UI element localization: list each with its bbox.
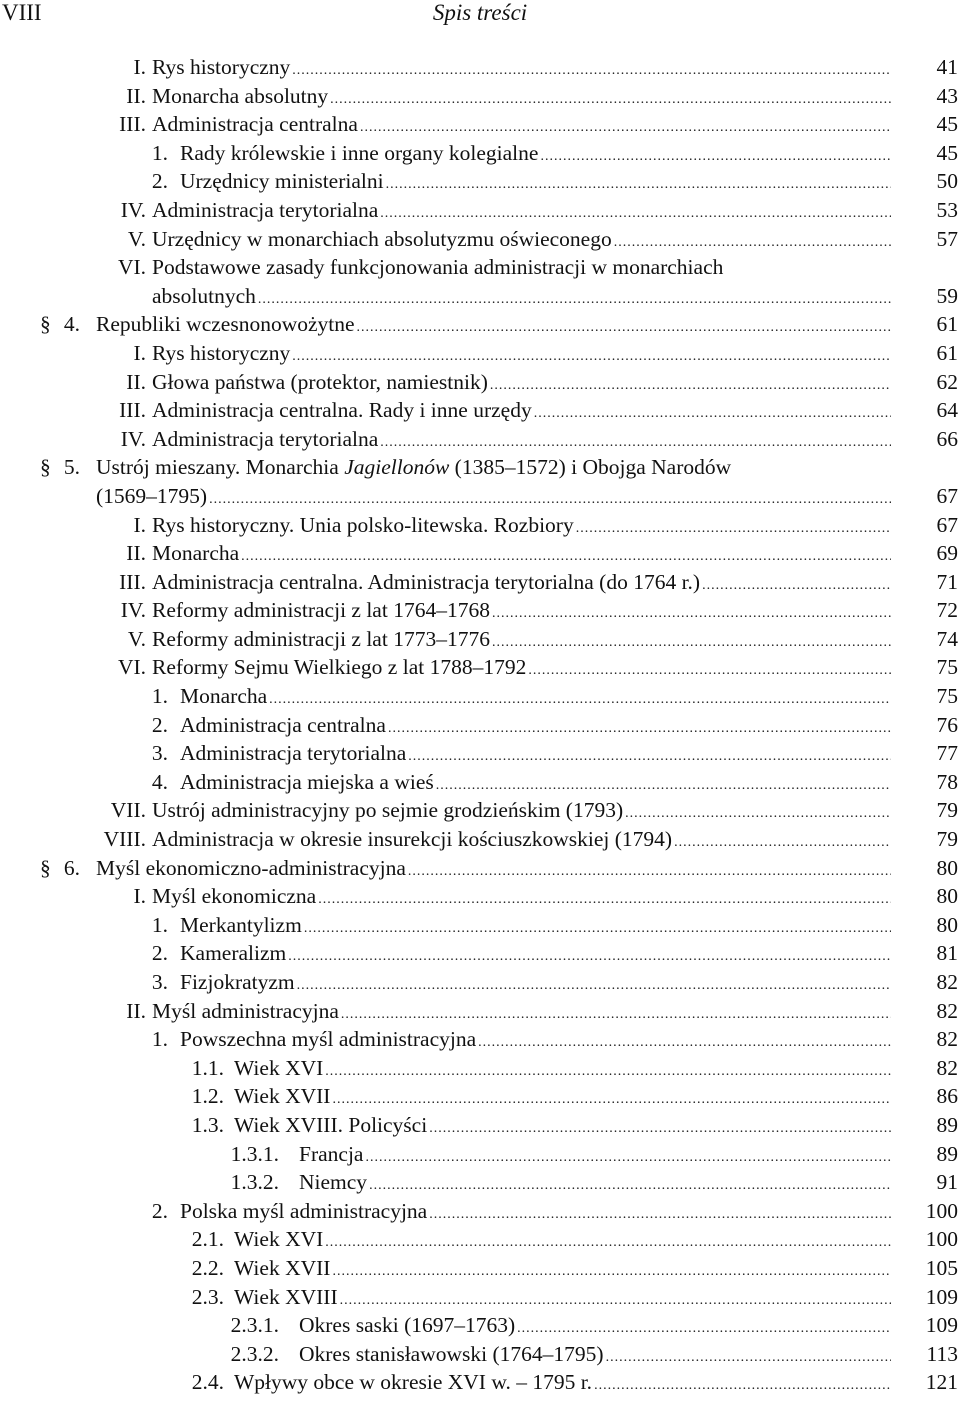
toc-entry[interactable] [0, 368, 960, 397]
toc-entry-number: II. [126, 369, 146, 394]
toc-entry-number: 2.3.2. [230, 1341, 279, 1366]
toc-entry-page: 53 [936, 197, 958, 222]
toc-entry-title: Administracja centralna. Administracja terytorialna (do 1764 r.) ..... [152, 568, 893, 601]
toc-entry-page: 80 [936, 855, 958, 880]
toc-entry-number: I. [133, 340, 146, 365]
toc-entry-title: Myśl ekonomiczna ..... [152, 882, 893, 915]
toc-entry-title: Rys historyczny. Unia polsko-litewska. Rozbiory ..... [152, 511, 893, 544]
toc-entry-page: 67 [936, 512, 958, 537]
toc-entry-title: Reformy administracji z lat 1764–1768 ..... [152, 596, 893, 629]
toc-entry[interactable] [0, 425, 960, 454]
toc-entry-page: 80 [936, 884, 958, 909]
toc-entry-page: 91 [936, 1170, 958, 1195]
toc-entry-title: Administracja terytorialna ..... [180, 739, 893, 772]
toc-entry-page: 113 [926, 1341, 958, 1366]
toc-entry[interactable] [0, 339, 960, 368]
toc-entry[interactable] [0, 1082, 960, 1111]
toc-entry-number: 5. [63, 455, 80, 480]
toc-entry-number: I. [133, 512, 146, 537]
toc-entry-title: Ustrój mieszany. Monarchia Jagiellonów (1385–1572) i Obojga Narodów [96, 455, 732, 480]
toc-entry-title: Okres saski (1697–1763) ..... [299, 1311, 893, 1344]
toc-entry-title: Wiek XVIII ..... [234, 1283, 893, 1316]
toc-entry[interactable] [0, 282, 960, 311]
toc-entry-title: Myśl administracyjna ..... [152, 997, 893, 1030]
section-mark: § [40, 455, 51, 480]
toc-entry[interactable] [0, 1311, 960, 1340]
toc-entry[interactable] [0, 82, 960, 111]
toc-entry-title: Wiek XVII ..... [234, 1082, 893, 1115]
toc-entry-title: Reformy administracji z lat 1773–1776 ..... [152, 625, 893, 658]
toc-entry-page: 89 [936, 1141, 958, 1166]
toc-entry-page: 100 [925, 1198, 958, 1223]
toc-entry-page: 82 [936, 970, 958, 994]
toc-entry-number: I. [133, 884, 146, 909]
toc-entry-number: 2.3. [191, 1284, 224, 1309]
toc-entry-page: 105 [925, 1255, 958, 1280]
toc-entry-title: absolutnych ..... [152, 282, 893, 315]
toc-entry[interactable] [0, 939, 960, 968]
toc-entry-page: 79 [936, 798, 958, 823]
toc-entry-page: 45 [936, 112, 958, 137]
toc-entry-number: VII. [110, 798, 146, 823]
toc-entry-page: 80 [936, 912, 958, 937]
toc-entry-title: Administracja centralna ..... [180, 711, 893, 744]
toc-entry-page: 100 [925, 1227, 958, 1252]
toc-entry[interactable] [0, 711, 960, 740]
toc-entry[interactable] [0, 396, 960, 425]
toc-entry-title: Administracja terytorialna ..... [152, 425, 893, 458]
toc-entry-number: 3. [151, 741, 168, 766]
toc-entry-page: 75 [936, 684, 958, 709]
toc-entry-page: 109 [925, 1313, 958, 1338]
toc-entry[interactable] [0, 53, 960, 82]
toc-entry-page: 72 [936, 598, 958, 623]
toc-entry-title: Monarcha absolutny ..... [152, 82, 893, 115]
toc-entry-page: 75 [936, 655, 958, 680]
toc-entry[interactable] [0, 511, 960, 540]
toc-entry[interactable] [0, 854, 960, 883]
toc-entry-number: II. [126, 541, 146, 566]
toc-entry[interactable] [0, 167, 960, 196]
toc-entry-title: Wiek XVI ..... [234, 1225, 893, 1258]
toc-entry-title: (1569–1795) ..... [96, 482, 893, 515]
toc-entry-number: III. [119, 112, 146, 137]
toc-entry[interactable] [0, 911, 960, 940]
toc-entry-number: 2. [151, 712, 168, 737]
toc-entry[interactable] [0, 1368, 960, 1397]
toc-entry-page: 45 [936, 140, 958, 165]
section-mark: § [40, 312, 51, 337]
toc-entry-page: 71 [936, 569, 958, 594]
toc-entry-title: Rady królewskie i inne organy kolegialne ..... [180, 139, 893, 172]
toc-entry-number: VI. [117, 255, 146, 280]
toc-entry-number: 2.1. [191, 1227, 224, 1252]
toc-entry-page: 76 [936, 712, 958, 737]
toc-entry-title: Głowa państwa (protektor, namiestnik) ..... [152, 368, 893, 401]
toc-entry-title: Podstawowe zasady funkcjonowania administracji w monarchiach [152, 255, 724, 280]
toc-entry[interactable] [0, 1340, 960, 1369]
toc-entry-page: 121 [925, 1370, 958, 1395]
toc-entry-page: 59 [936, 283, 958, 308]
toc-entry-number: VIII. [103, 827, 146, 852]
toc-entry[interactable] [0, 568, 960, 597]
toc-entry-number: V. [127, 226, 146, 251]
toc-entry[interactable] [0, 882, 960, 911]
toc-entry-number: 1. [151, 140, 168, 165]
toc-entry-page: 43 [936, 83, 958, 108]
toc-entry-number: 4. [63, 312, 80, 337]
toc-entry[interactable] [0, 482, 960, 511]
toc-entry-number: 1.1. [191, 1055, 224, 1080]
toc-entry-title: Merkantylizm ..... [180, 911, 893, 944]
toc-entry-page: 82 [936, 1055, 958, 1080]
toc-entry-page: 61 [936, 312, 958, 337]
toc-entry-number: 2.2. [191, 1255, 224, 1280]
toc-entry[interactable] [0, 739, 960, 768]
toc-entry[interactable] [0, 310, 960, 339]
toc-entry-title: Wiek XVII ..... [234, 1254, 893, 1287]
toc-entry[interactable] [0, 625, 960, 654]
toc-entry[interactable] [0, 1025, 960, 1054]
toc-entry-page: 109 [925, 1284, 958, 1309]
toc-entry-title: Wpływy obce w okresie XVI w. – 1795 r. ..... [234, 1368, 893, 1401]
toc-entry-title: Wiek XVI ..... [234, 1054, 893, 1087]
toc-entry-number: 4. [151, 769, 168, 794]
toc-entry-title: Powszechna myśl administracyjna ..... [180, 1025, 893, 1058]
toc-entry-number: IV. [120, 598, 146, 623]
toc-entry[interactable] [0, 139, 960, 168]
toc-entry[interactable] [0, 253, 960, 282]
toc-entry-title: Francja ..... [299, 1140, 893, 1173]
toc-entry-number: 2. [151, 169, 168, 194]
toc-entry-title: Rys historyczny ..... [152, 339, 893, 372]
toc-entry-page: 81 [936, 941, 958, 966]
toc-entry-page: 57 [936, 226, 958, 251]
toc-entry-number: 2.4. [191, 1370, 224, 1395]
toc-entry-number: 1.3.1. [230, 1141, 279, 1166]
toc-entry[interactable] [0, 596, 960, 625]
toc-entry-title: Fizjokratyzm ..... [180, 968, 893, 1001]
toc-entry[interactable] [0, 796, 960, 825]
toc-entry[interactable] [0, 997, 960, 1026]
toc-entry[interactable] [0, 1140, 960, 1169]
toc-entry-number: II. [126, 998, 146, 1023]
toc-entry-number: 1.3. [191, 1112, 224, 1137]
toc-entry-number: 1.3.2. [230, 1170, 279, 1195]
toc-entry[interactable] [0, 1283, 960, 1312]
toc-entry[interactable] [0, 1197, 960, 1226]
toc-entry-number: 1.2. [191, 1084, 224, 1109]
toc-entry[interactable] [0, 682, 960, 711]
toc-entry-title: Kameralizm ..... [180, 939, 893, 972]
toc-entry-number: 2. [151, 941, 168, 966]
toc-entry-title: Administracja terytorialna ..... [152, 196, 893, 229]
toc-entry-title: Ustrój administracyjny po sejmie grodzieńskim (1793) ..... [152, 796, 893, 829]
running-title: Spis treści [432, 0, 528, 25]
toc-entry[interactable] [0, 1225, 960, 1254]
toc-entry-title: Niemcy ..... [299, 1168, 893, 1201]
toc-entry[interactable] [0, 196, 960, 225]
toc-entry-title: Administracja miejska a wieś ..... [180, 768, 893, 801]
table-of-contents [0, 53, 960, 1397]
toc-entry-page: 82 [936, 998, 958, 1023]
toc-entry[interactable] [0, 539, 960, 568]
toc-entry-page: 41 [936, 55, 958, 79]
toc-entry-title: Reformy Sejmu Wielkiego z lat 1788–1792 ..... [152, 653, 893, 686]
toc-entry-title: Okres stanisławowski (1764–1795) ..... [299, 1340, 893, 1373]
toc-entry-page: 86 [936, 1084, 958, 1109]
toc-entry-number: IV. [120, 197, 146, 222]
toc-entry-number: III. [119, 569, 146, 594]
toc-entry-number: 2.3.1. [230, 1313, 279, 1338]
toc-entry-page: 78 [936, 769, 958, 794]
toc-entry[interactable] [0, 225, 960, 254]
toc-entry-title: Administracja w okresie insurekcji kościuszkowskiej (1794) ..... [152, 825, 893, 858]
toc-entry-title: Wiek XVIII. Policyści ..... [234, 1111, 893, 1144]
toc-entry-page: 64 [936, 398, 958, 423]
toc-entry-title: Administracja centralna ..... [152, 110, 893, 143]
toc-entry-number: VI. [117, 655, 146, 680]
toc-entry[interactable] [0, 1111, 960, 1140]
toc-entry-number: III. [119, 398, 146, 423]
page-number: VIII [2, 0, 42, 25]
toc-entry-title: Republiki wczesnonowożytne ..... [96, 310, 893, 343]
toc-entry[interactable] [0, 1054, 960, 1083]
toc-entry-number: 6. [63, 855, 80, 880]
toc-entry[interactable] [0, 653, 960, 682]
section-mark: § [40, 855, 51, 880]
toc-entry[interactable] [0, 453, 960, 482]
toc-entry-page: 89 [936, 1112, 958, 1137]
toc-entry-title: Administracja centralna. Rady i inne urzędy ..... [152, 396, 893, 429]
toc-entry-number: V. [127, 626, 146, 651]
toc-entry-number: IV. [120, 426, 146, 451]
toc-entry-title: Myśl ekonomiczno-administracyjna ..... [96, 854, 893, 887]
toc-entry[interactable] [0, 1254, 960, 1283]
dot-leader [594, 1368, 891, 1401]
page-header [0, 0, 960, 40]
toc-entry-number: II. [126, 83, 146, 108]
toc-entry-page: 82 [936, 1027, 958, 1052]
toc-entry-page: 61 [936, 340, 958, 365]
toc-entry-title: Urzędnicy ministerialni ..... [180, 167, 893, 200]
toc-entry-title: Monarcha ..... [180, 682, 893, 715]
toc-entry[interactable] [0, 768, 960, 797]
toc-entry-number: 1. [151, 1027, 168, 1052]
toc-entry-page: 67 [936, 483, 958, 508]
toc-entry-number: I. [133, 55, 146, 79]
toc-entry-title: Monarcha ..... [152, 539, 893, 572]
toc-entry[interactable] [0, 825, 960, 854]
toc-entry[interactable] [0, 1168, 960, 1197]
toc-entry-number: 1. [151, 912, 168, 937]
toc-entry-number: 2. [151, 1198, 168, 1223]
toc-entry-number: 1. [151, 684, 168, 709]
toc-entry-page: 74 [936, 626, 958, 651]
toc-entry-page: 66 [936, 426, 958, 451]
toc-entry-page: 62 [936, 369, 958, 394]
toc-entry[interactable] [0, 968, 960, 997]
toc-entry-title: Urzędnicy w monarchiach absolutyzmu oświeconego ..... [152, 225, 893, 258]
toc-entry-page: 79 [936, 827, 958, 852]
toc-entry-title: Polska myśl administracyjna ..... [180, 1197, 893, 1230]
toc-entry-number: 3. [151, 970, 168, 994]
toc-entry-page: 69 [936, 541, 958, 566]
toc-entry-title: Rys historyczny ..... [152, 53, 893, 86]
toc-entry-page: 77 [936, 741, 958, 766]
toc-entry-page: 50 [936, 169, 958, 194]
toc-entry[interactable] [0, 110, 960, 139]
